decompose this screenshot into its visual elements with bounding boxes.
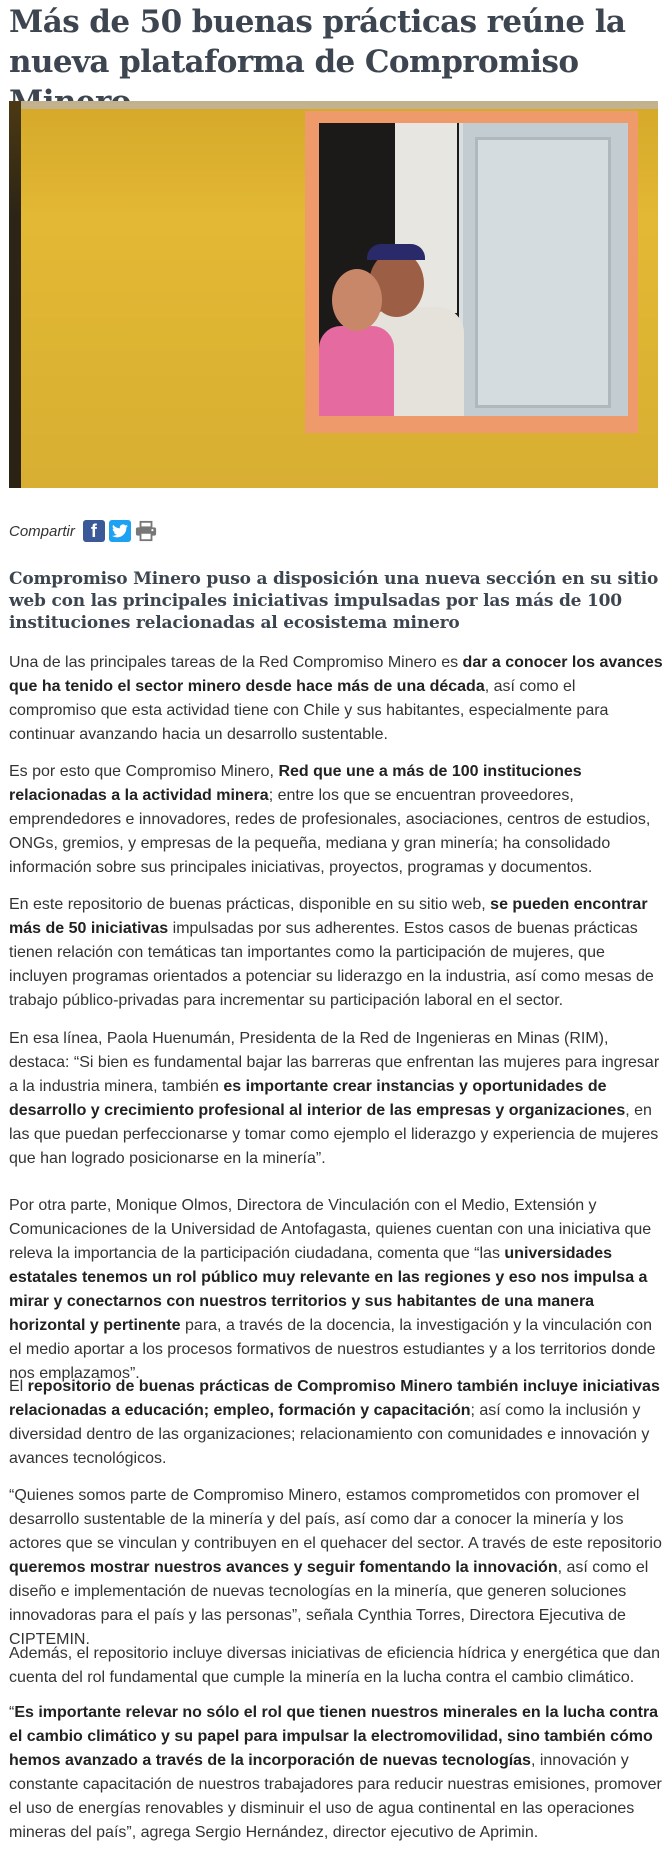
- paragraph-1-text: Una de las principales tareas de la Red Compromiso Minero es: [9, 654, 463, 671]
- paragraph-8-text: Además, el repositorio incluye diversas iniciativas de eficiencia hídrica y energética que dan cuenta del rol fundamental que cumple la minería en la lucha contra el cambio climático.: [9, 1645, 661, 1686]
- paragraph-5: [9, 1194, 663, 1386]
- paragraph-4: [9, 1027, 663, 1171]
- paragraph-8: [9, 1642, 663, 1690]
- paragraph-2: [9, 760, 663, 880]
- paragraph-6-bold: repositorio de buenas prácticas de Compromiso Minero también incluye iniciativas relacionadas a educación; empleo, formación y capacitación: [9, 1378, 660, 1419]
- paragraph-5-text: Por otra parte, Monique Olmos, Directora de Vinculación con el Medio, Extensión y Comunicaciones de la Universidad de Antofagasta, quienes cuentan con una iniciativa que releva la importancia de la participación ciudadana, comenta que “las: [9, 1197, 652, 1262]
- paragraph-7: [9, 1484, 663, 1652]
- paragraph-4-bold: es importante crear instancias y oportunidades de desarrollo y crecimiento profesional al interior de las empresas y organizaciones: [9, 1078, 626, 1119]
- paragraph-3-text: En este repositorio de buenas prácticas, disponible en su sitio web,: [9, 896, 491, 913]
- paragraph-9-bold: Es importante relevar no sólo el rol que tienen nuestros minerales en la lucha contra el cambio climático y su papel para impulsar la electromovilidad, sino también cómo hemos avanzado a través de la incorporación de nuevas tecnologías: [9, 1704, 659, 1769]
- paragraph-3-bold: se pueden encontrar más de 50 iniciativas: [9, 896, 648, 937]
- paragraph-7-text: “Quienes somos parte de Compromiso Minero, estamos comprometidos con promover el desarrollo sustentable de la minería y del país, así como dar a conocer la minería y los actores que se vinculan y contribuyen en el quehacer del sector. A través de este repositorio: [9, 1487, 662, 1552]
- paragraph-1-text-end: , así como el compromiso que esta actividad tiene con Chile y sus habitantes, especialmente para continuar avanzando hacia un desarrollo sustentable.: [9, 678, 609, 743]
- paragraph-1-bold: dar a conocer los avances que ha tenido el sector minero desde hace más de una década: [9, 654, 663, 695]
- paragraph-2-text-end: ; entre los que se encuentran proveedores, emprendedores e innovadores, redes de profesionales, asociaciones, centros de estudios, ONGs, gremios, y empresas de la pequeña, mediana y gran minería; ha consolidado información sobre sus principales iniciativas, proyectos, programas y documentos.: [9, 787, 651, 876]
- share-label: Compartir: [9, 522, 75, 540]
- paragraph-3-text-end: impulsadas por sus adherentes. Estos casos de buenas prácticas tienen relación con temáticas tan importantes como la participación de mujeres, que incluyen programas orientados a potenciar su liderazgo en la industria, así como mesas de trabajo público-privadas para incrementar su participación laboral en el sector.: [9, 920, 654, 1009]
- article-hero-image: [9, 101, 658, 488]
- paragraph-4-text-end: , en las que puedan perfeccionarse y tomar como ejemplo el liderazgo y experiencia de mujeres que han logrado posicionarse en la minería”.: [9, 1102, 659, 1167]
- paragraph-9-text-end: , innovación y constante capacitación de nuestros trabajadores para reducir nuestras emisiones, promover el uso de energías renovables y disminuir el uso de agua continental en las operaciones mineras del país”, agrega Sergio Hernández, director ejecutivo de Aprimin.: [9, 1752, 662, 1841]
- paragraph-7-bold: queremos mostrar nuestros avances y seguir fomentando la innovación: [9, 1559, 558, 1576]
- paragraph-9: [9, 1701, 663, 1845]
- print-icon[interactable]: [135, 520, 157, 542]
- paragraph-5-bold: universidades estatales tenemos un rol público muy relevante en las regiones y eso nos impulsa a mirar y conectarnos con nuestros territorios y sus habitantes de una manera horizontal y pertinente: [9, 1245, 648, 1334]
- woman-figure: [319, 326, 394, 416]
- paragraph-6-text: El: [9, 1378, 28, 1395]
- paragraph-3: [9, 893, 663, 1013]
- paragraph-2-text: Es por esto que Compromiso Minero,: [9, 763, 279, 780]
- article-lead: Compromiso Minero puso a disposición una nueva sección en su sitio web con las principales iniciativas impulsadas por las más de 100 instituciones relacionadas al ecosistema minero: [9, 569, 659, 633]
- window-pane: [475, 137, 611, 408]
- paragraph-6: [9, 1375, 663, 1471]
- share-bar: [9, 519, 161, 543]
- paragraph-5-text-end: para, a través de la docencia, la investigación y la vinculación con el medio aportar a los procesos formativos de nuestros estudiantes y a los territorios donde nos emplazamos”.: [9, 1317, 656, 1382]
- man-cap: [367, 244, 425, 260]
- facebook-icon[interactable]: f: [83, 520, 105, 542]
- paragraph-4-text: En esa línea, Paola Huenumán, Presidenta de la Red de Ingenieras en Minas (RIM), destaca: “Si bien es fundamental bajar las barreras que enfrentan las mujeres para ingresar a la industria minera, también: [9, 1030, 660, 1095]
- woman-face: [332, 269, 382, 331]
- paragraph-2-bold: Red que une a más de 100 instituciones relacionadas a la actividad minera: [9, 763, 582, 804]
- paragraph-1: [9, 651, 663, 747]
- paragraph-7-text-end: , así como el diseño e implementación de nuevas tecnologías en la minería, que generen soluciones innovadoras para el país y las personas”, señala Cynthia Torres, Directora Ejecutiva de CIPTEMIN.: [9, 1559, 649, 1648]
- paragraph-9-text: “: [9, 1704, 15, 1721]
- article-title: Más de 50 buenas prácticas reúne la nueva plataforma de Compromiso: [9, 4, 626, 80]
- twitter-icon[interactable]: [109, 520, 131, 542]
- paragraph-6-text-end: ; así como la inclusión y diversidad dentro de las organizaciones; relacionamiento con comunidades e innovación y avances tecnológicos.: [9, 1402, 650, 1467]
